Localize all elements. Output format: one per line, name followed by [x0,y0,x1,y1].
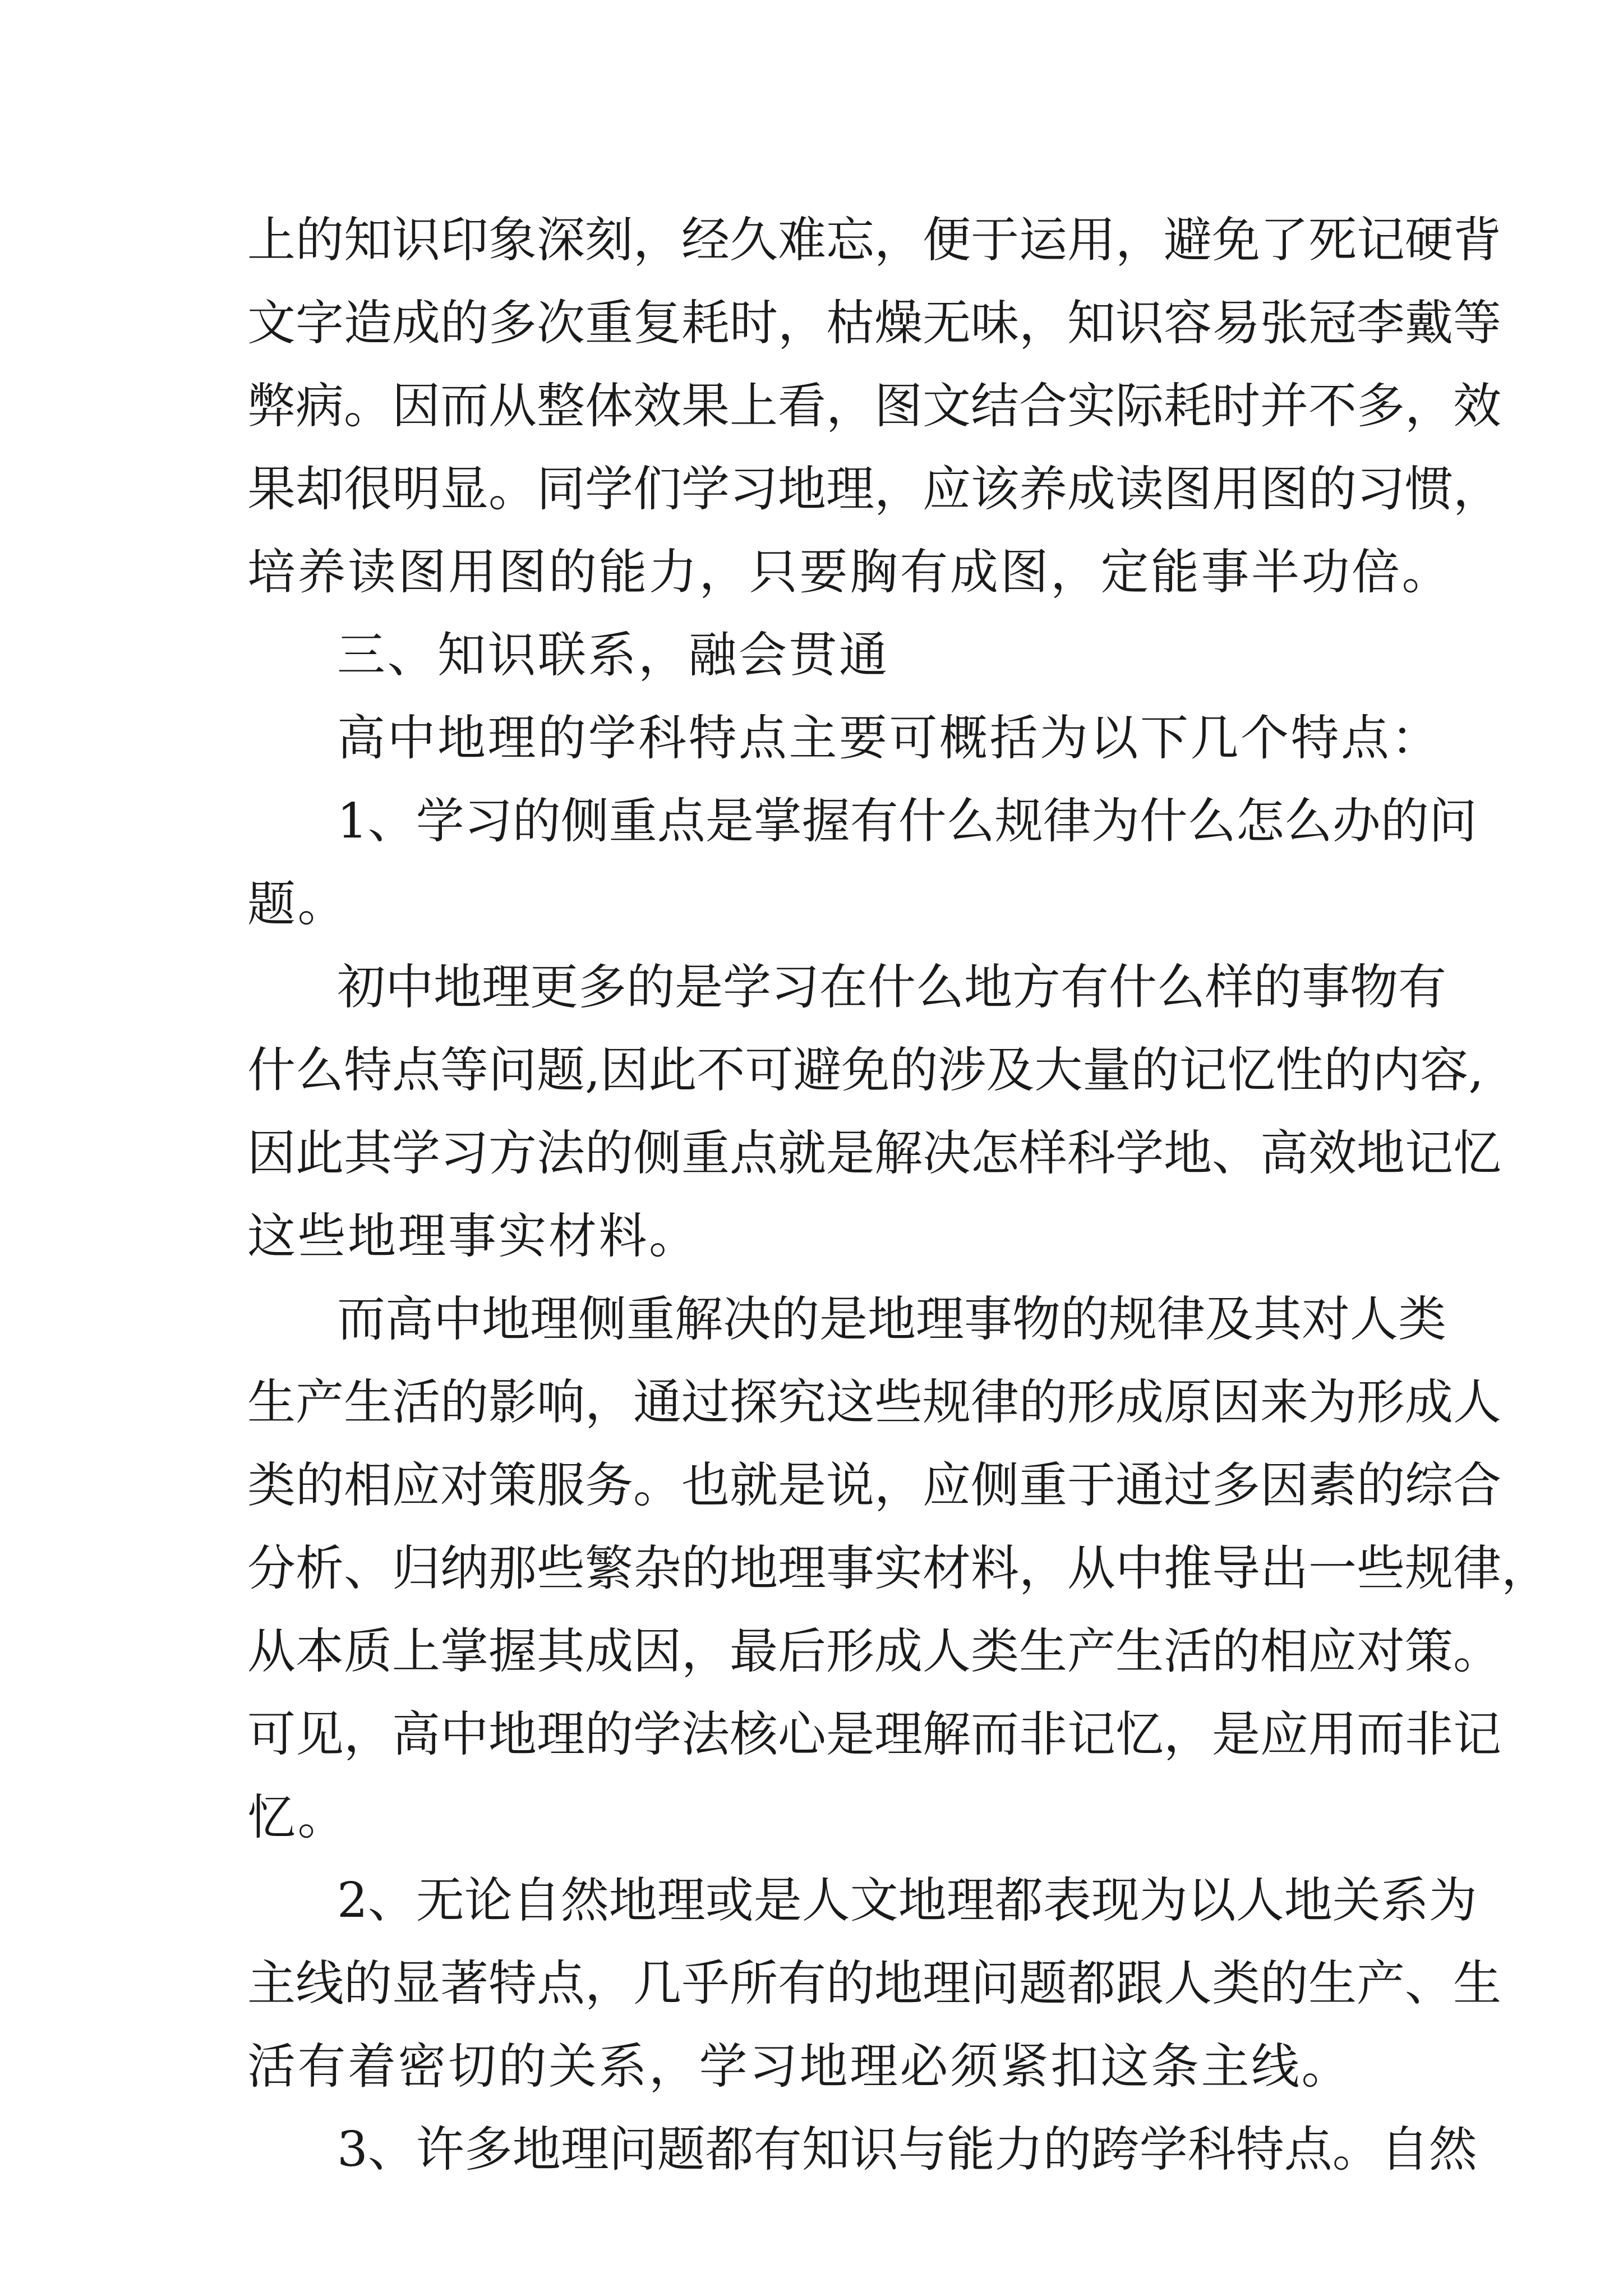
text-line: 什么特点等问题,因此不可避免的涉及大量的记忆性的内容, [247,1042,1484,1098]
text-line: 活有着密切的关系，学习地理必须紧扣这条主线。 [247,2039,1352,2095]
text-line: 3、许多地理问题都有知识与能力的跨学科特点。自然 [337,2122,1477,2178]
text-line: 培养读图用图的能力，只要胸有成图，定能事半功倍。 [247,544,1452,600]
text-line: 上的知识印象深刻，经久难忘，便于运用，避免了死记硬背 [247,212,1501,268]
section-heading: 三、知识联系，融会贯通 [337,627,889,683]
text-line: 忆。 [247,1789,348,1846]
text-line: 文字造成的多次重复耗时，枯燥无味，知识容易张冠李戴等 [247,295,1501,351]
text-line: 高中地理的学科特点主要可概括为以下几个特点： [337,710,1441,766]
text-line: 1、学习的侧重点是掌握有什么规律为什么怎么办的问 [337,793,1477,849]
text-line: 因此其学习方法的侧重点就是解决怎样科学地、高效地记忆 [247,1125,1501,1181]
text-line: 类的相应对策服务。也就是说，应侧重于通过多因素的综合 [247,1457,1501,1513]
text-line: 弊病。因而从整体效果上看，图文结合实际耗时并不多，效 [247,378,1501,434]
text-line: 而高中地理侧重解决的是地理事物的规律及其对人类 [337,1291,1446,1347]
text-line: 果却很明显。同学们学习地理，应该养成读图用图的习惯， [247,461,1501,517]
text-line: 分析、归纳那些繁杂的地理事实材料，从中推导出一些规律， [247,1540,1550,1596]
text-line: 题。 [247,876,348,932]
text-line: 2、无论自然地理或是人文地理都表现为以人地关系为 [337,1872,1477,1929]
text-line: 初中地理更多的是学习在什么地方有什么样的事物有 [337,959,1446,1015]
text-line: 这些地理事实材料。 [247,1208,699,1264]
text-line: 从本质上掌握其成因，最后形成人类生产生活的相应对策。 [247,1623,1501,1680]
text-line: 主线的显著特点，几乎所有的地理问题都跟人类的生产、生 [247,1955,1501,2012]
text-line: 生产生活的影响，通过探究这些规律的形成原因来为形成人 [247,1374,1501,1430]
text-line: 可见，高中地理的学法核心是理解而非记忆，是应用而非记 [247,1706,1501,1763]
